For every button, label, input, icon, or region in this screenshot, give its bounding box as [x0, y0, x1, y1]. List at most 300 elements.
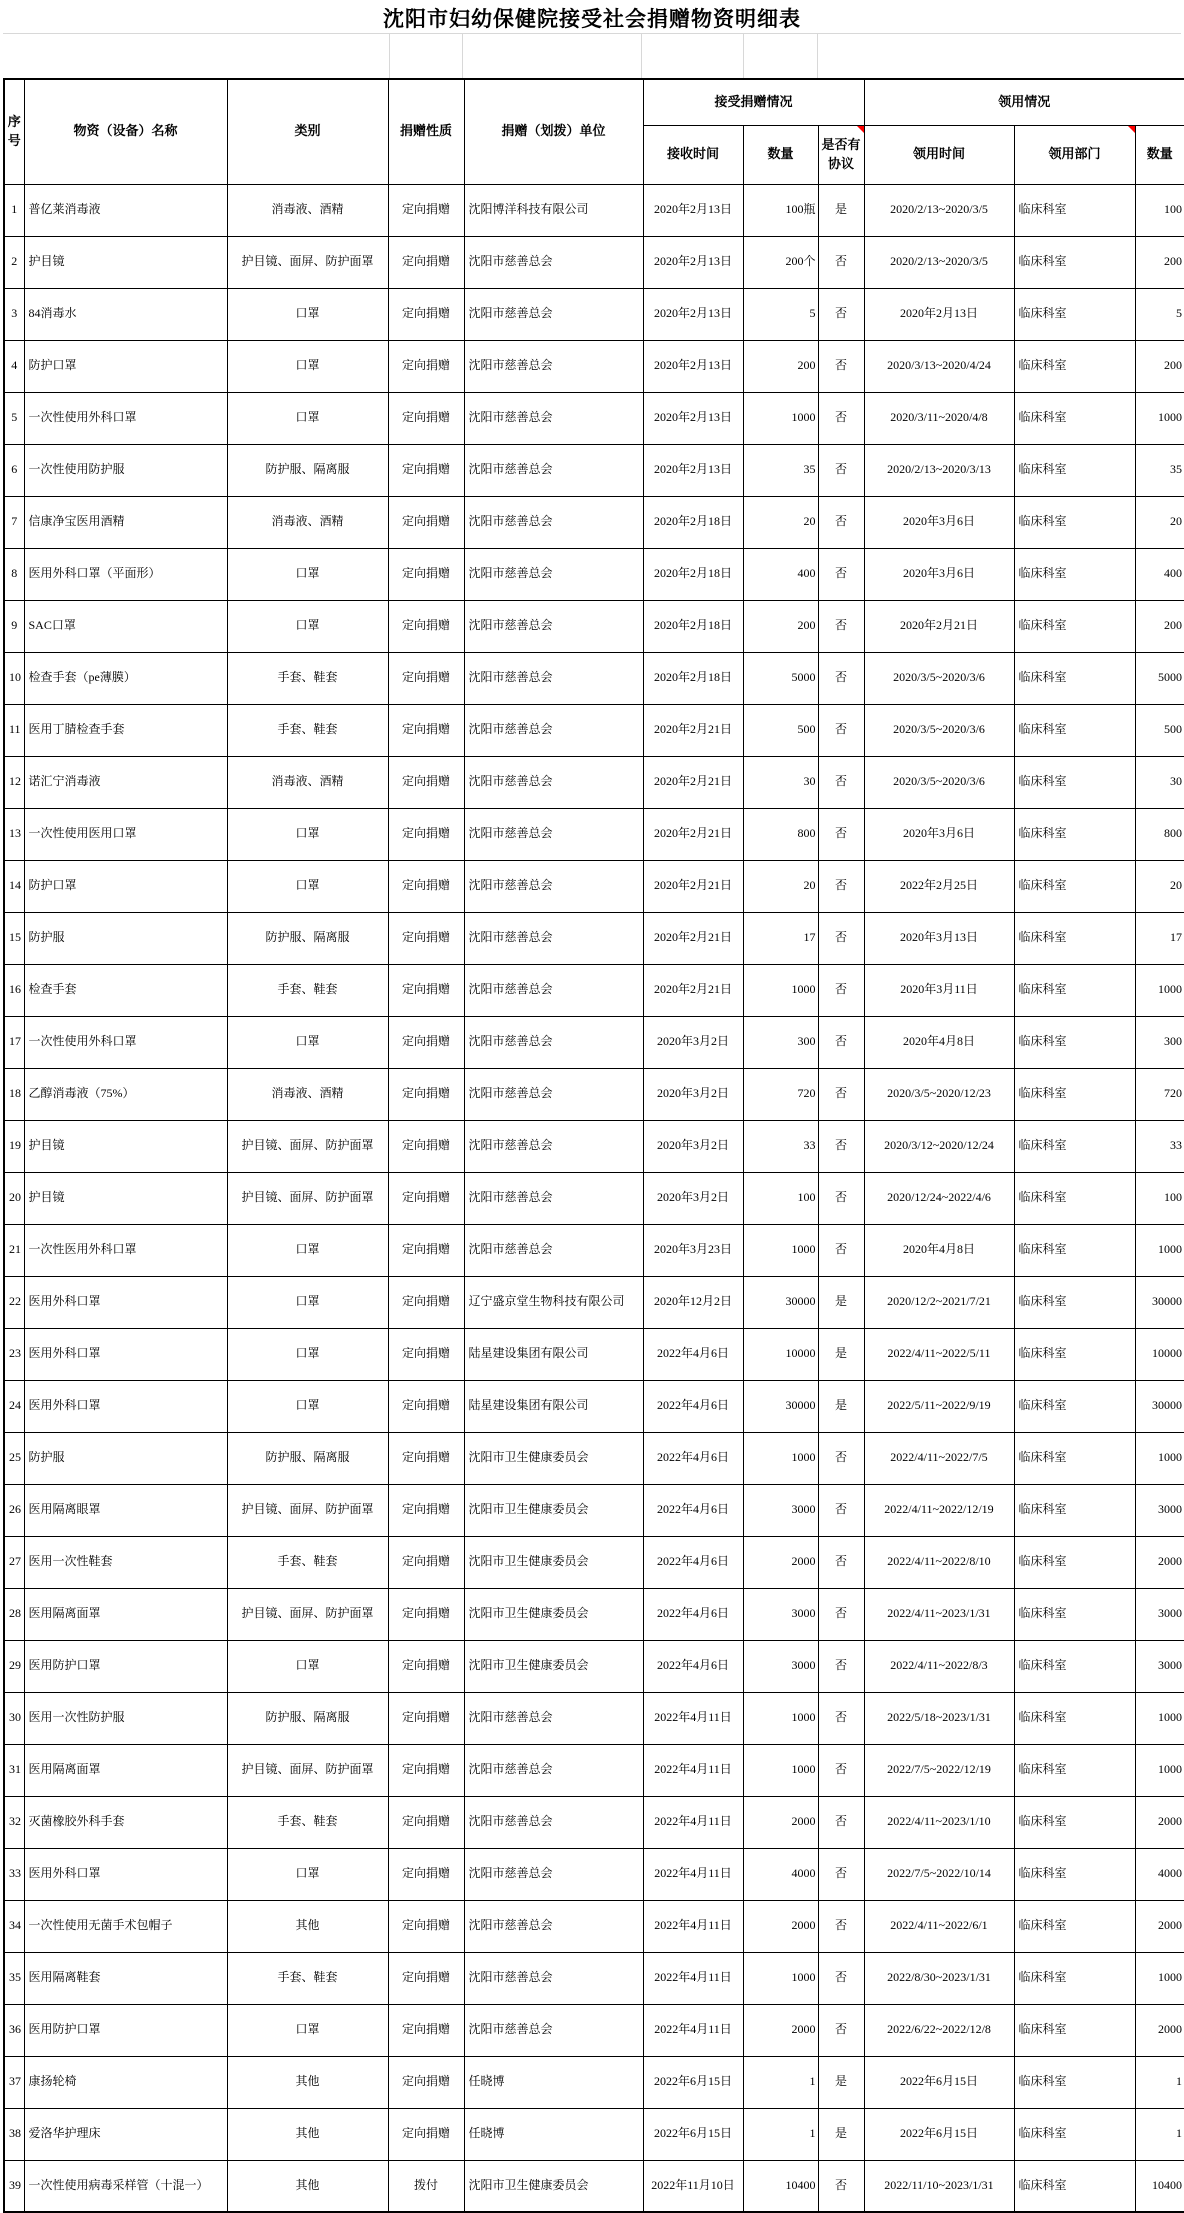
- cell-receive-date[interactable]: 2022年4月11日: [643, 1900, 743, 1952]
- cell-item-name[interactable]: 一次性使用病毒采样管（十混一）: [24, 2160, 227, 2212]
- cell-receive-qty[interactable]: 20: [743, 860, 818, 912]
- cell-index[interactable]: 3: [4, 288, 24, 340]
- cell-nature[interactable]: 定向捐赠: [388, 1536, 464, 1588]
- cell-item-name[interactable]: 护目镜: [24, 236, 227, 288]
- cell-index[interactable]: 15: [4, 912, 24, 964]
- cell-index[interactable]: 36: [4, 2004, 24, 2056]
- cell-receive-qty[interactable]: 1000: [743, 1432, 818, 1484]
- cell-receive-date[interactable]: 2022年11月10日: [643, 2160, 743, 2212]
- cell-use-dept[interactable]: 临床科室: [1014, 1224, 1135, 1276]
- cell-use-date[interactable]: 2022年6月15日: [864, 2108, 1014, 2160]
- cell-receive-date[interactable]: 2020年2月21日: [643, 912, 743, 964]
- cell-category[interactable]: 手套、鞋套: [227, 1796, 388, 1848]
- cell-nature[interactable]: 拨付: [388, 2160, 464, 2212]
- cell-agreement[interactable]: 是: [818, 1328, 864, 1380]
- cell-use-dept[interactable]: 临床科室: [1014, 1848, 1135, 1900]
- cell-use-date[interactable]: 2022/7/5~2022/12/19: [864, 1744, 1014, 1796]
- col-header-donor[interactable]: 捐赠（划拨）单位: [464, 79, 643, 184]
- cell-index[interactable]: 20: [4, 1172, 24, 1224]
- cell-receive-qty[interactable]: 2000: [743, 2004, 818, 2056]
- cell-use-qty[interactable]: 33: [1135, 1120, 1184, 1172]
- cell-receive-date[interactable]: 2020年2月18日: [643, 652, 743, 704]
- cell-receive-qty[interactable]: 200: [743, 340, 818, 392]
- cell-receive-qty[interactable]: 100: [743, 1172, 818, 1224]
- cell-donor[interactable]: 沈阳市卫生健康委员会: [464, 1536, 643, 1588]
- cell-use-qty[interactable]: 20: [1135, 496, 1184, 548]
- cell-receive-date[interactable]: 2020年2月13日: [643, 184, 743, 236]
- cell-use-date[interactable]: 2022年2月25日: [864, 860, 1014, 912]
- cell-receive-qty[interactable]: 1000: [743, 1692, 818, 1744]
- cell-donor[interactable]: 沈阳市慈善总会: [464, 548, 643, 600]
- col-header-use-dept[interactable]: [1014, 125, 1135, 184]
- cell-receive-qty[interactable]: 10400: [743, 2160, 818, 2212]
- cell-donor[interactable]: 沈阳市卫生健康委员会: [464, 2160, 643, 2212]
- cell-receive-qty[interactable]: 300: [743, 1016, 818, 1068]
- cell-use-dept[interactable]: 临床科室: [1014, 1276, 1135, 1328]
- cell-use-qty[interactable]: 35: [1135, 444, 1184, 496]
- cell-nature[interactable]: 定向捐赠: [388, 236, 464, 288]
- cell-donor[interactable]: 沈阳市卫生健康委员会: [464, 1640, 643, 1692]
- cell-use-qty[interactable]: 720: [1135, 1068, 1184, 1120]
- cell-category[interactable]: 防护服、隔离服: [227, 444, 388, 496]
- cell-item-name[interactable]: 一次性使用外科口罩: [24, 1016, 227, 1068]
- cell-use-qty[interactable]: 17: [1135, 912, 1184, 964]
- cell-use-qty[interactable]: 2000: [1135, 1900, 1184, 1952]
- cell-nature[interactable]: 定向捐赠: [388, 808, 464, 860]
- cell-agreement[interactable]: 否: [818, 1796, 864, 1848]
- cell-use-dept[interactable]: 临床科室: [1014, 496, 1135, 548]
- cell-receive-qty[interactable]: 30000: [743, 1380, 818, 1432]
- cell-agreement[interactable]: 否: [818, 392, 864, 444]
- cell-use-qty[interactable]: 20: [1135, 860, 1184, 912]
- cell-agreement[interactable]: 否: [818, 1640, 864, 1692]
- cell-use-date[interactable]: 2022/4/11~2022/6/1: [864, 1900, 1014, 1952]
- cell-donor[interactable]: 沈阳市慈善总会: [464, 652, 643, 704]
- cell-index[interactable]: 7: [4, 496, 24, 548]
- group-header-use[interactable]: 领用情况: [864, 79, 1184, 125]
- cell-use-qty[interactable]: 2000: [1135, 1536, 1184, 1588]
- cell-receive-qty[interactable]: 30: [743, 756, 818, 808]
- cell-receive-qty[interactable]: 3000: [743, 1484, 818, 1536]
- cell-donor[interactable]: 陆星建设集团有限公司: [464, 1328, 643, 1380]
- cell-receive-date[interactable]: 2022年4月11日: [643, 1744, 743, 1796]
- cell-nature[interactable]: 定向捐赠: [388, 340, 464, 392]
- cell-use-dept[interactable]: 临床科室: [1014, 1952, 1135, 2004]
- cell-nature[interactable]: 定向捐赠: [388, 496, 464, 548]
- cell-use-dept[interactable]: 临床科室: [1014, 2108, 1135, 2160]
- cell-category[interactable]: 其他: [227, 2056, 388, 2108]
- cell-use-dept[interactable]: 临床科室: [1014, 1744, 1135, 1796]
- cell-category[interactable]: 口罩: [227, 1276, 388, 1328]
- cell-use-date[interactable]: 2020/3/5~2020/3/6: [864, 704, 1014, 756]
- cell-agreement[interactable]: 否: [818, 704, 864, 756]
- cell-item-name[interactable]: 诺汇宁消毒液: [24, 756, 227, 808]
- cell-use-dept[interactable]: 临床科室: [1014, 2004, 1135, 2056]
- cell-use-qty[interactable]: 1000: [1135, 1692, 1184, 1744]
- cell-receive-date[interactable]: 2022年6月15日: [643, 2056, 743, 2108]
- group-header-receive[interactable]: 接受捐赠情况: [643, 79, 864, 125]
- cell-receive-date[interactable]: 2022年4月6日: [643, 1380, 743, 1432]
- cell-use-date[interactable]: 2022/4/11~2022/5/11: [864, 1328, 1014, 1380]
- cell-nature[interactable]: 定向捐赠: [388, 860, 464, 912]
- cell-donor[interactable]: 沈阳市慈善总会: [464, 860, 643, 912]
- cell-receive-qty[interactable]: 5: [743, 288, 818, 340]
- cell-item-name[interactable]: 医用隔离面罩: [24, 1744, 227, 1796]
- cell-category[interactable]: 手套、鞋套: [227, 652, 388, 704]
- cell-item-name[interactable]: 医用防护口罩: [24, 1640, 227, 1692]
- cell-agreement[interactable]: 否: [818, 548, 864, 600]
- cell-nature[interactable]: 定向捐赠: [388, 1796, 464, 1848]
- cell-receive-date[interactable]: 2022年4月6日: [643, 1588, 743, 1640]
- cell-use-date[interactable]: 2022/7/5~2022/10/14: [864, 1848, 1014, 1900]
- cell-receive-qty[interactable]: 1000: [743, 1224, 818, 1276]
- cell-index[interactable]: 2: [4, 236, 24, 288]
- cell-category[interactable]: 手套、鞋套: [227, 1952, 388, 2004]
- cell-index[interactable]: 13: [4, 808, 24, 860]
- cell-use-date[interactable]: 2020/3/5~2020/3/6: [864, 756, 1014, 808]
- cell-receive-qty[interactable]: 800: [743, 808, 818, 860]
- cell-receive-qty[interactable]: 30000: [743, 1276, 818, 1328]
- cell-use-date[interactable]: 2022/4/11~2022/8/3: [864, 1640, 1014, 1692]
- cell-category[interactable]: 其他: [227, 1900, 388, 1952]
- cell-donor[interactable]: 辽宁盛京堂生物科技有限公司: [464, 1276, 643, 1328]
- cell-nature[interactable]: 定向捐赠: [388, 1848, 464, 1900]
- cell-donor[interactable]: 沈阳市慈善总会: [464, 496, 643, 548]
- cell-category[interactable]: 护目镜、面屏、防护面罩: [227, 1588, 388, 1640]
- cell-use-dept[interactable]: 临床科室: [1014, 808, 1135, 860]
- cell-agreement[interactable]: 是: [818, 1276, 864, 1328]
- cell-category[interactable]: 消毒液、酒精: [227, 496, 388, 548]
- col-header-use-qty[interactable]: 数量: [1135, 125, 1184, 184]
- cell-item-name[interactable]: 医用外科口罩: [24, 1276, 227, 1328]
- cell-use-date[interactable]: 2020/3/11~2020/4/8: [864, 392, 1014, 444]
- cell-agreement[interactable]: 否: [818, 236, 864, 288]
- cell-use-dept[interactable]: 临床科室: [1014, 548, 1135, 600]
- cell-nature[interactable]: 定向捐赠: [388, 1276, 464, 1328]
- cell-index[interactable]: 21: [4, 1224, 24, 1276]
- cell-use-dept[interactable]: 临床科室: [1014, 1380, 1135, 1432]
- col-header-use-date[interactable]: 领用时间: [864, 125, 1014, 184]
- cell-receive-qty[interactable]: 4000: [743, 1848, 818, 1900]
- cell-item-name[interactable]: 防护口罩: [24, 860, 227, 912]
- cell-item-name[interactable]: 医用外科口罩（平面形）: [24, 548, 227, 600]
- cell-item-name[interactable]: 一次性使用医用口罩: [24, 808, 227, 860]
- cell-receive-date[interactable]: 2020年3月2日: [643, 1120, 743, 1172]
- cell-receive-date[interactable]: 2020年3月2日: [643, 1068, 743, 1120]
- cell-donor[interactable]: 沈阳市慈善总会: [464, 236, 643, 288]
- cell-donor[interactable]: 沈阳市慈善总会: [464, 808, 643, 860]
- cell-nature[interactable]: 定向捐赠: [388, 1380, 464, 1432]
- cell-agreement[interactable]: 否: [818, 1900, 864, 1952]
- cell-use-dept[interactable]: 临床科室: [1014, 912, 1135, 964]
- cell-index[interactable]: 14: [4, 860, 24, 912]
- cell-use-date[interactable]: 2022/6/22~2022/12/8: [864, 2004, 1014, 2056]
- cell-use-dept[interactable]: 临床科室: [1014, 184, 1135, 236]
- cell-item-name[interactable]: 医用丁腈检查手套: [24, 704, 227, 756]
- cell-use-qty[interactable]: 200: [1135, 236, 1184, 288]
- cell-use-qty[interactable]: 1000: [1135, 392, 1184, 444]
- cell-use-date[interactable]: 2022/4/11~2023/1/10: [864, 1796, 1014, 1848]
- cell-use-qty[interactable]: 300: [1135, 1016, 1184, 1068]
- cell-nature[interactable]: 定向捐赠: [388, 912, 464, 964]
- cell-index[interactable]: 34: [4, 1900, 24, 1952]
- cell-receive-date[interactable]: 2022年4月11日: [643, 1848, 743, 1900]
- cell-agreement[interactable]: 否: [818, 964, 864, 1016]
- cell-agreement[interactable]: 是: [818, 1380, 864, 1432]
- cell-category[interactable]: 消毒液、酒精: [227, 1068, 388, 1120]
- cell-donor[interactable]: 沈阳市慈善总会: [464, 1068, 643, 1120]
- cell-index[interactable]: 37: [4, 2056, 24, 2108]
- cell-receive-date[interactable]: 2020年2月18日: [643, 548, 743, 600]
- cell-use-qty[interactable]: 200: [1135, 600, 1184, 652]
- cell-nature[interactable]: 定向捐赠: [388, 2004, 464, 2056]
- cell-use-qty[interactable]: 5000: [1135, 652, 1184, 704]
- cell-item-name[interactable]: 医用隔离鞋套: [24, 1952, 227, 2004]
- cell-nature[interactable]: 定向捐赠: [388, 704, 464, 756]
- cell-use-date[interactable]: 2022/11/10~2023/1/31: [864, 2160, 1014, 2212]
- cell-agreement[interactable]: 否: [818, 912, 864, 964]
- cell-use-date[interactable]: 2020/2/13~2020/3/5: [864, 184, 1014, 236]
- cell-donor[interactable]: 沈阳市慈善总会: [464, 2004, 643, 2056]
- cell-use-dept[interactable]: 临床科室: [1014, 392, 1135, 444]
- cell-use-dept[interactable]: 临床科室: [1014, 652, 1135, 704]
- col-header-item-name[interactable]: 物资（设备）名称: [24, 79, 227, 184]
- cell-index[interactable]: 38: [4, 2108, 24, 2160]
- cell-use-dept[interactable]: 临床科室: [1014, 1484, 1135, 1536]
- cell-use-dept[interactable]: 临床科室: [1014, 236, 1135, 288]
- cell-index[interactable]: 31: [4, 1744, 24, 1796]
- cell-use-dept[interactable]: 临床科室: [1014, 340, 1135, 392]
- cell-category[interactable]: 防护服、隔离服: [227, 1692, 388, 1744]
- cell-use-qty[interactable]: 4000: [1135, 1848, 1184, 1900]
- cell-index[interactable]: 22: [4, 1276, 24, 1328]
- cell-receive-qty[interactable]: 33: [743, 1120, 818, 1172]
- cell-category[interactable]: 口罩: [227, 1640, 388, 1692]
- cell-use-dept[interactable]: 临床科室: [1014, 444, 1135, 496]
- cell-receive-date[interactable]: 2022年4月6日: [643, 1536, 743, 1588]
- cell-receive-date[interactable]: 2020年2月18日: [643, 496, 743, 548]
- cell-use-date[interactable]: 2022/4/11~2022/8/10: [864, 1536, 1014, 1588]
- cell-agreement[interactable]: 否: [818, 860, 864, 912]
- cell-receive-qty[interactable]: 720: [743, 1068, 818, 1120]
- cell-item-name[interactable]: 检查手套（pe薄膜）: [24, 652, 227, 704]
- cell-agreement[interactable]: 否: [818, 444, 864, 496]
- cell-agreement[interactable]: 否: [818, 1068, 864, 1120]
- col-header-receive-qty[interactable]: 数量: [743, 125, 818, 184]
- cell-donor[interactable]: 沈阳市慈善总会: [464, 1692, 643, 1744]
- cell-category[interactable]: 口罩: [227, 392, 388, 444]
- cell-category[interactable]: 消毒液、酒精: [227, 756, 388, 808]
- cell-donor[interactable]: 沈阳市慈善总会: [464, 704, 643, 756]
- cell-item-name[interactable]: 医用一次性鞋套: [24, 1536, 227, 1588]
- cell-agreement[interactable]: 否: [818, 808, 864, 860]
- cell-receive-date[interactable]: 2022年4月6日: [643, 1640, 743, 1692]
- cell-nature[interactable]: 定向捐赠: [388, 652, 464, 704]
- cell-use-date[interactable]: 2020/3/5~2020/3/6: [864, 652, 1014, 704]
- cell-use-qty[interactable]: 400: [1135, 548, 1184, 600]
- cell-use-dept[interactable]: 临床科室: [1014, 964, 1135, 1016]
- cell-index[interactable]: 25: [4, 1432, 24, 1484]
- cell-receive-qty[interactable]: 1: [743, 2056, 818, 2108]
- cell-category[interactable]: 口罩: [227, 1224, 388, 1276]
- cell-item-name[interactable]: 医用隔离面罩: [24, 1588, 227, 1640]
- cell-receive-qty[interactable]: 1000: [743, 1952, 818, 2004]
- cell-use-dept[interactable]: 临床科室: [1014, 1536, 1135, 1588]
- cell-donor[interactable]: 沈阳市慈善总会: [464, 1796, 643, 1848]
- cell-use-dept[interactable]: 临床科室: [1014, 1692, 1135, 1744]
- cell-receive-date[interactable]: 2022年4月11日: [643, 1692, 743, 1744]
- cell-use-date[interactable]: 2022/4/11~2022/7/5: [864, 1432, 1014, 1484]
- cell-receive-qty[interactable]: 10000: [743, 1328, 818, 1380]
- cell-category[interactable]: 口罩: [227, 860, 388, 912]
- cell-donor[interactable]: 沈阳市卫生健康委员会: [464, 1432, 643, 1484]
- cell-category[interactable]: 防护服、隔离服: [227, 912, 388, 964]
- cell-receive-qty[interactable]: 200: [743, 600, 818, 652]
- cell-category[interactable]: 口罩: [227, 548, 388, 600]
- cell-use-date[interactable]: 2020年4月8日: [864, 1016, 1014, 1068]
- cell-receive-date[interactable]: 2020年3月2日: [643, 1016, 743, 1068]
- cell-nature[interactable]: 定向捐赠: [388, 548, 464, 600]
- cell-use-date[interactable]: 2022/5/11~2022/9/19: [864, 1380, 1014, 1432]
- cell-receive-qty[interactable]: 3000: [743, 1640, 818, 1692]
- cell-category[interactable]: 口罩: [227, 340, 388, 392]
- cell-receive-qty[interactable]: 400: [743, 548, 818, 600]
- cell-agreement[interactable]: 否: [818, 600, 864, 652]
- cell-receive-date[interactable]: 2020年3月23日: [643, 1224, 743, 1276]
- cell-agreement[interactable]: 否: [818, 1016, 864, 1068]
- cell-use-qty[interactable]: 800: [1135, 808, 1184, 860]
- cell-use-date[interactable]: 2022/5/18~2023/1/31: [864, 1692, 1014, 1744]
- cell-index[interactable]: 10: [4, 652, 24, 704]
- cell-use-dept[interactable]: 临床科室: [1014, 1432, 1135, 1484]
- cell-use-qty[interactable]: 30000: [1135, 1276, 1184, 1328]
- cell-donor[interactable]: 沈阳市慈善总会: [464, 444, 643, 496]
- cell-category[interactable]: 手套、鞋套: [227, 964, 388, 1016]
- cell-donor[interactable]: 沈阳市慈善总会: [464, 1224, 643, 1276]
- cell-use-dept[interactable]: 临床科室: [1014, 1172, 1135, 1224]
- cell-index[interactable]: 18: [4, 1068, 24, 1120]
- cell-donor[interactable]: 沈阳市慈善总会: [464, 1952, 643, 2004]
- cell-nature[interactable]: 定向捐赠: [388, 1068, 464, 1120]
- cell-use-date[interactable]: 2020/2/13~2020/3/5: [864, 236, 1014, 288]
- cell-use-qty[interactable]: 10400: [1135, 2160, 1184, 2212]
- cell-use-qty[interactable]: 3000: [1135, 1484, 1184, 1536]
- cell-item-name[interactable]: 防护口罩: [24, 340, 227, 392]
- cell-receive-date[interactable]: 2020年2月13日: [643, 288, 743, 340]
- cell-use-date[interactable]: 2020年2月21日: [864, 600, 1014, 652]
- cell-use-qty[interactable]: 1: [1135, 2056, 1184, 2108]
- cell-item-name[interactable]: 检查手套: [24, 964, 227, 1016]
- cell-nature[interactable]: 定向捐赠: [388, 1224, 464, 1276]
- cell-use-dept[interactable]: 临床科室: [1014, 1016, 1135, 1068]
- cell-donor[interactable]: 沈阳市慈善总会: [464, 964, 643, 1016]
- cell-agreement[interactable]: 是: [818, 2056, 864, 2108]
- cell-use-date[interactable]: 2020年3月6日: [864, 808, 1014, 860]
- cell-use-qty[interactable]: 10000: [1135, 1328, 1184, 1380]
- cell-index[interactable]: 1: [4, 184, 24, 236]
- cell-agreement[interactable]: 否: [818, 496, 864, 548]
- cell-receive-qty[interactable]: 2000: [743, 1900, 818, 1952]
- cell-use-dept[interactable]: 临床科室: [1014, 756, 1135, 808]
- cell-index[interactable]: 12: [4, 756, 24, 808]
- cell-nature[interactable]: 定向捐赠: [388, 444, 464, 496]
- cell-nature[interactable]: 定向捐赠: [388, 2108, 464, 2160]
- cell-receive-date[interactable]: 2020年2月18日: [643, 600, 743, 652]
- cell-receive-date[interactable]: 2022年4月6日: [643, 1328, 743, 1380]
- cell-agreement[interactable]: 否: [818, 340, 864, 392]
- cell-agreement[interactable]: 否: [818, 1172, 864, 1224]
- cell-use-qty[interactable]: 1000: [1135, 1224, 1184, 1276]
- cell-nature[interactable]: 定向捐赠: [388, 2056, 464, 2108]
- cell-index[interactable]: 39: [4, 2160, 24, 2212]
- cell-donor[interactable]: 沈阳市慈善总会: [464, 1172, 643, 1224]
- cell-category[interactable]: 护目镜、面屏、防护面罩: [227, 1484, 388, 1536]
- cell-use-qty[interactable]: 3000: [1135, 1640, 1184, 1692]
- cell-index[interactable]: 24: [4, 1380, 24, 1432]
- cell-use-date[interactable]: 2020/3/13~2020/4/24: [864, 340, 1014, 392]
- cell-nature[interactable]: 定向捐赠: [388, 1432, 464, 1484]
- cell-category[interactable]: 口罩: [227, 808, 388, 860]
- cell-item-name[interactable]: 医用外科口罩: [24, 1328, 227, 1380]
- cell-donor[interactable]: 沈阳市慈善总会: [464, 1016, 643, 1068]
- cell-item-name[interactable]: 乙醇消毒液（75%）: [24, 1068, 227, 1120]
- cell-nature[interactable]: 定向捐赠: [388, 756, 464, 808]
- cell-use-qty[interactable]: 5: [1135, 288, 1184, 340]
- cell-agreement[interactable]: 否: [818, 1536, 864, 1588]
- cell-receive-qty[interactable]: 500: [743, 704, 818, 756]
- cell-index[interactable]: 9: [4, 600, 24, 652]
- cell-index[interactable]: 30: [4, 1692, 24, 1744]
- cell-agreement[interactable]: 否: [818, 1588, 864, 1640]
- cell-agreement[interactable]: 是: [818, 184, 864, 236]
- cell-receive-date[interactable]: 2022年4月6日: [643, 1484, 743, 1536]
- cell-agreement[interactable]: 否: [818, 1484, 864, 1536]
- cell-use-date[interactable]: 2020年3月6日: [864, 496, 1014, 548]
- cell-category[interactable]: 护目镜、面屏、防护面罩: [227, 236, 388, 288]
- cell-receive-qty[interactable]: 1: [743, 2108, 818, 2160]
- cell-item-name[interactable]: 一次性使用防护服: [24, 444, 227, 496]
- cell-receive-date[interactable]: 2022年4月11日: [643, 1952, 743, 2004]
- cell-use-qty[interactable]: 1000: [1135, 1744, 1184, 1796]
- cell-donor[interactable]: 沈阳博洋科技有限公司: [464, 184, 643, 236]
- cell-use-date[interactable]: 2020/3/12~2020/12/24: [864, 1120, 1014, 1172]
- cell-donor[interactable]: 沈阳市慈善总会: [464, 912, 643, 964]
- cell-agreement[interactable]: 否: [818, 652, 864, 704]
- cell-use-qty[interactable]: 1000: [1135, 964, 1184, 1016]
- cell-receive-date[interactable]: 2020年2月13日: [643, 340, 743, 392]
- cell-use-dept[interactable]: 临床科室: [1014, 860, 1135, 912]
- cell-item-name[interactable]: 康扬轮椅: [24, 2056, 227, 2108]
- cell-donor[interactable]: 沈阳市慈善总会: [464, 1120, 643, 1172]
- cell-nature[interactable]: 定向捐赠: [388, 1588, 464, 1640]
- cell-index[interactable]: 4: [4, 340, 24, 392]
- cell-receive-date[interactable]: 2022年4月11日: [643, 1796, 743, 1848]
- col-header-receive-date[interactable]: 接收时间: [643, 125, 743, 184]
- cell-agreement[interactable]: 否: [818, 1692, 864, 1744]
- cell-item-name[interactable]: 护目镜: [24, 1172, 227, 1224]
- cell-use-date[interactable]: 2020/12/24~2022/4/6: [864, 1172, 1014, 1224]
- cell-category[interactable]: 口罩: [227, 2004, 388, 2056]
- cell-use-qty[interactable]: 30000: [1135, 1380, 1184, 1432]
- cell-use-dept[interactable]: 临床科室: [1014, 1068, 1135, 1120]
- cell-use-date[interactable]: 2020年2月13日: [864, 288, 1014, 340]
- cell-index[interactable]: 33: [4, 1848, 24, 1900]
- cell-use-date[interactable]: 2022年6月15日: [864, 2056, 1014, 2108]
- cell-receive-qty[interactable]: 1000: [743, 964, 818, 1016]
- cell-use-date[interactable]: 2022/4/11~2023/1/31: [864, 1588, 1014, 1640]
- col-header-category[interactable]: 类别: [227, 79, 388, 184]
- cell-donor[interactable]: 陆星建设集团有限公司: [464, 1380, 643, 1432]
